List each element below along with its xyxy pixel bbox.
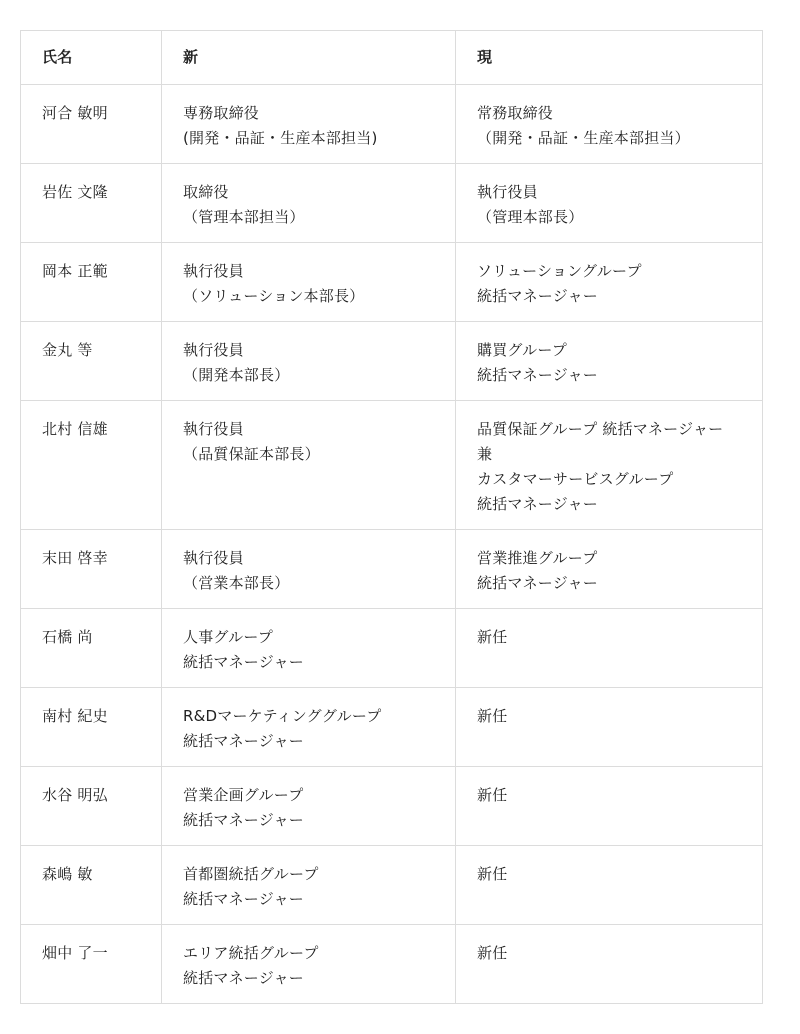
current-position-line: 購買グループ [477,341,568,359]
new-position-line: 執行役員 [183,262,244,280]
cell-new-position [162,243,456,322]
new-position-line: 統括マネージャー [183,890,305,908]
table-row [21,767,763,846]
header-row [21,31,763,85]
current-position-line: 統括マネージャー [477,574,599,592]
cell-new-position [162,322,456,401]
cell-new-position [162,164,456,243]
new-position-line: 取締役 [183,183,229,201]
table-row [21,530,763,609]
table-row [21,925,763,1004]
person-name: 南村 紀史 [42,707,108,725]
table-row [21,688,763,767]
new-position-line: 統括マネージャー [183,811,305,829]
new-position-line: 人事グループ [183,628,274,646]
new-position-line: 執行役員 [183,420,244,438]
current-position-line: 常務取締役 [477,104,554,122]
current-position-line: 新任 [477,786,508,804]
cell-name [21,85,162,164]
cell-current-position [456,846,763,925]
current-position-line: 統括マネージャー [477,366,599,384]
header-current: 現 [456,31,763,85]
new-position-line: （営業本部長） [183,574,290,592]
current-position-line: 営業推進グループ [477,549,598,567]
new-position-line: 首都圏統括グループ [183,865,319,883]
cell-name [21,767,162,846]
new-position-line: 統括マネージャー [183,653,305,671]
cell-new-position [162,85,456,164]
cell-current-position [456,767,763,846]
table-row [21,243,763,322]
person-name: 末田 啓幸 [42,549,108,567]
cell-new-position [162,767,456,846]
person-name: 畑中 了一 [42,944,108,962]
table-row [21,401,763,530]
new-position-line: （ソリューション本部長） [183,287,365,305]
current-position-line: 品質保証グループ 統括マネージャー [477,420,724,438]
cell-name [21,925,162,1004]
cell-current-position [456,322,763,401]
person-name: 北村 信雄 [42,420,108,438]
cell-current-position [456,164,763,243]
cell-new-position [162,401,456,530]
cell-name [21,243,162,322]
cell-current-position [456,925,763,1004]
new-position-line: 営業企画グループ [183,786,304,804]
person-name: 岩佐 文隆 [42,183,108,201]
current-position-line: ソリューショングループ [477,262,642,280]
cell-new-position [162,530,456,609]
table-row [21,846,763,925]
cell-new-position [162,609,456,688]
person-name: 森嶋 敏 [42,865,93,883]
cell-name [21,846,162,925]
table-row [21,85,763,164]
header-name: 氏名 [21,31,162,85]
cell-name [21,688,162,767]
cell-new-position [162,688,456,767]
current-position-line: （管理本部長） [477,208,584,226]
current-position-line: カスタマーサービスグループ [477,470,674,488]
person-name: 石橋 尚 [42,628,93,646]
new-position-line: （開発本部長） [183,366,290,384]
table-row [21,164,763,243]
table-row [21,609,763,688]
new-position-line: (開発・品証・生産本部担当) [183,129,378,147]
new-position-line: 専務取締役 [183,104,260,122]
new-position-line: 統括マネージャー [183,969,305,987]
table-body [21,85,763,1004]
cell-name [21,164,162,243]
new-position-line: R&Dマーケティンググループ [183,707,382,725]
cell-new-position [162,846,456,925]
table-header [21,31,763,85]
current-position-line: 執行役員 [477,183,538,201]
new-position-line: 執行役員 [183,549,244,567]
cell-name [21,401,162,530]
current-position-line: 新任 [477,865,508,883]
table-row [21,322,763,401]
current-position-line: 兼 [477,445,493,463]
cell-name [21,609,162,688]
new-position-line: 統括マネージャー [183,732,305,750]
person-name: 岡本 正範 [42,262,108,280]
current-position-line: （開発・品証・生産本部担当） [477,129,690,147]
cell-current-position [456,401,763,530]
cell-current-position [456,688,763,767]
person-name: 河合 敏明 [42,104,108,122]
new-position-line: （管理本部担当） [183,208,305,226]
new-position-line: （品質保証本部長） [183,445,320,463]
person-name: 水谷 明弘 [42,786,108,804]
current-position-line: 新任 [477,707,508,725]
current-position-line: 統括マネージャー [477,495,599,513]
cell-name [21,530,162,609]
new-position-line: エリア統括グループ [183,944,319,962]
person-name: 金丸 等 [42,341,93,359]
header-new: 新 [162,31,456,85]
current-position-line: 新任 [477,944,508,962]
cell-current-position [456,85,763,164]
cell-new-position [162,925,456,1004]
new-position-line: 執行役員 [183,341,244,359]
current-position-line: 統括マネージャー [477,287,599,305]
cell-current-position [456,243,763,322]
cell-current-position [456,530,763,609]
cell-name [21,322,162,401]
cell-current-position [456,609,763,688]
current-position-line: 新任 [477,628,508,646]
personnel-table [20,30,763,1004]
